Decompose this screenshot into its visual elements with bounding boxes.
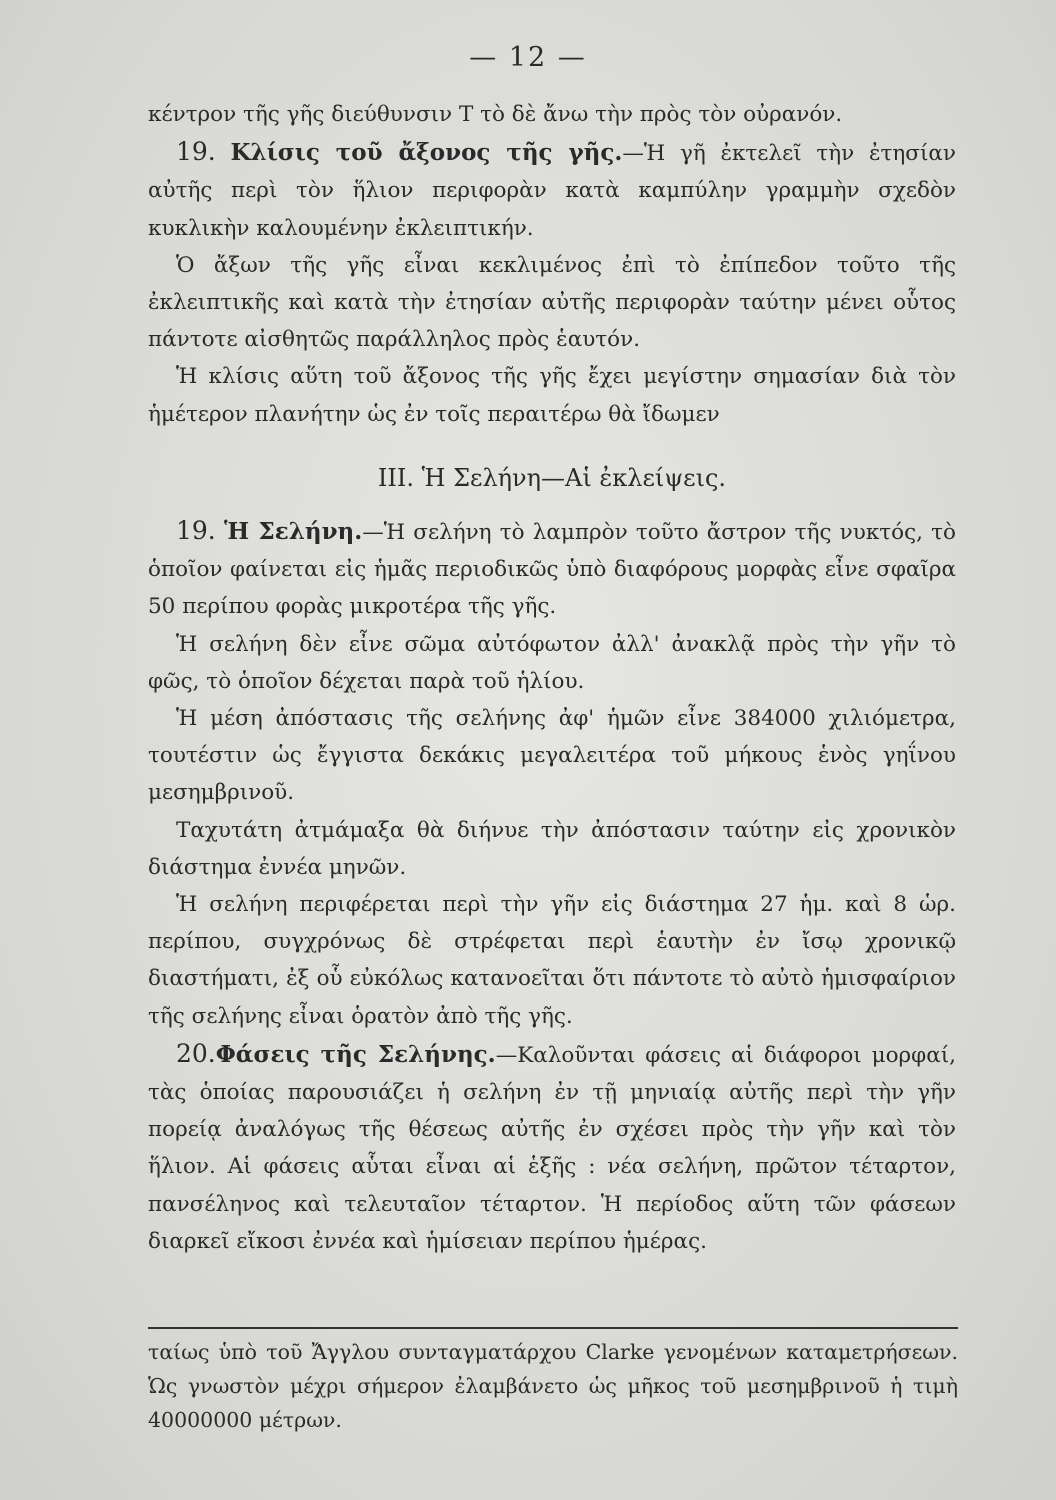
paragraph: Ὁ ἄξων τῆς γῆς εἶναι κεκλιμένος ἐπὶ τὸ ἐπίπεδον τοῦτο τῆς ἐκλειπτικῆς καὶ κατὰ τὴν ἐτησίαν αὐτῆς περιφορὰν ταύτην μένει οὗτος πάντοτε αἰσθητῶς παράλληλος πρὸς ἑαυτόν. (148, 252, 956, 353)
footnote-text: ταίως ὑπὸ τοῦ Ἄγγλου συνταγματάρχου Clarke γενομένων καταμετρήσεων. Ὡς γνωστὸν μέχρι σήμερον ἐλαμβάνετο ὡς μῆκος τοῦ μεσημβρινοῦ ἡ τιμὴ 40000000 μέτρων. (148, 1340, 958, 1432)
paragraph: Ἡ σελήνη περιφέρεται περὶ τὴν γῆν εἰς διάστημα 27 ἡμ. καὶ 8 ὡρ. περίπου, συγχρόνως δὲ στρέφεται περὶ ἑαυτὴν ἐν ἴσῳ χρονικῷ διαστήματι, ἐξ οὗ εὐκόλως κατανοεῖται ὅτι πάντοτε τὸ αὐτὸ ἡμισφαίριον τῆς σελήνης εἶναι ὁρατὸν ἀπὸ τῆς γῆς. (148, 892, 956, 1029)
section-number: 19. (176, 137, 216, 167)
paragraph-body: —Καλοῦνται φάσεις αἱ διάφοροι μορφαί, τὰς ὁποίας παρουσιάζει ἡ σελήνη ἐν τῇ μηνιαίᾳ αὐτῆς περὶ τὴν γῆν πορείᾳ ἀναλόγως τῆς θέσεως αὐτῆς ἐν σχέσει πρὸς τὴν γῆν καὶ τὸν ἥλιον. Αἱ φάσεις αὗται εἶναι αἱ ἑξῆς : νέα σελήνη, πρῶτον τέταρτον, πανσέληνος καὶ τελευταῖον τέταρτον. Ἡ περίοδος αὕτη τῶν φάσεων διαρκεῖ εἴκοσι ἐννέα καὶ ἡμίσειαν περίπου ἡμέρας. (148, 1042, 957, 1254)
page-number: — 12 — (469, 42, 587, 73)
paragraph-body: —Ἡ γῆ ἐκτελεῖ τὴν ἐτησίαν αὐτῆς περὶ τὸν ἥλιον περιφορὰν κατὰ καμπύλην γραμμὴν σχεδὸν κυκλικὴν καλουμένην ἐκλειπτικήν. (148, 141, 956, 241)
paragraph-phases (148, 1035, 956, 1260)
paragraph-axis-tilt (148, 133, 956, 247)
footnote (148, 1335, 958, 1437)
paragraph-heading: Φάσεις τῆς Σελήνης. (215, 1040, 496, 1068)
footnote-divider (148, 1327, 958, 1329)
paragraph: Ἡ μέση ἀπόστασις τῆς σελήνης ἀφ' ἡμῶν εἶνε 384000 χιλιόμετρα, τουτέστιν ὡς ἔγγιστα δεκάκις μεγαλειτέρα τοῦ μήκους ἑνὸς γηΐνου μεσημβρινοῦ. (148, 706, 956, 806)
paragraph: Ταχυτάτη ἀτμάμαξα θὰ διήνυε τὴν ἀπόστασιν ταύτην εἰς χρονικὸν διάστημα ἐννέα μηνῶν. (148, 817, 956, 880)
paragraph: Ἡ σελήνη δὲν εἶνε σῶμα αὐτόφωτον ἀλλ' ἀνακλᾷ πρὸς τὴν γῆν τὸ φῶς, τὸ ὁποῖον δέχεται παρὰ τοῦ ἡλίου. (148, 631, 956, 694)
paragraph-body: —Ἡ σελήνη τὸ λαμπρὸν τοῦτο ἄστρον τῆς νυκτός, τὸ ὁποῖον φαίνεται εἰς ἡμᾶς περιοδικῶς ὑπὸ διαφόρους μορφὰς εἶνε σφαῖρα 50 περίπου φορὰς μικροτέρα τῆς γῆς. (148, 520, 956, 620)
chapter-heading: ΙΙΙ. Ἡ Σελήνη—Αἱ ἐκλείψεις. (377, 463, 727, 492)
paragraph: Ἡ κλίσις αὕτη τοῦ ἄξονος τῆς γῆς ἔχει μεγίστην σημασίαν διὰ τὸν ἡμέτερον πλανήτην ὡς ἐν τοῖς περαιτέρω θὰ ἴδωμεν (148, 364, 956, 427)
paragraph-heading: Κλίσις τοῦ ἄξονος τῆς γῆς. (230, 139, 623, 167)
body-text (148, 96, 956, 1260)
paragraph-heading: Ἡ Σελήνη. (223, 518, 363, 546)
section-number: 20. (176, 1038, 216, 1068)
paragraph-moon (148, 512, 956, 626)
section-number: 19. (176, 516, 216, 546)
paragraph-continuation: κέντρον τῆς γῆς διεύθυνσιν Τ τὸ δὲ ἄνω τὴν πρὸς τὸν οὐρανόν. (148, 102, 843, 127)
